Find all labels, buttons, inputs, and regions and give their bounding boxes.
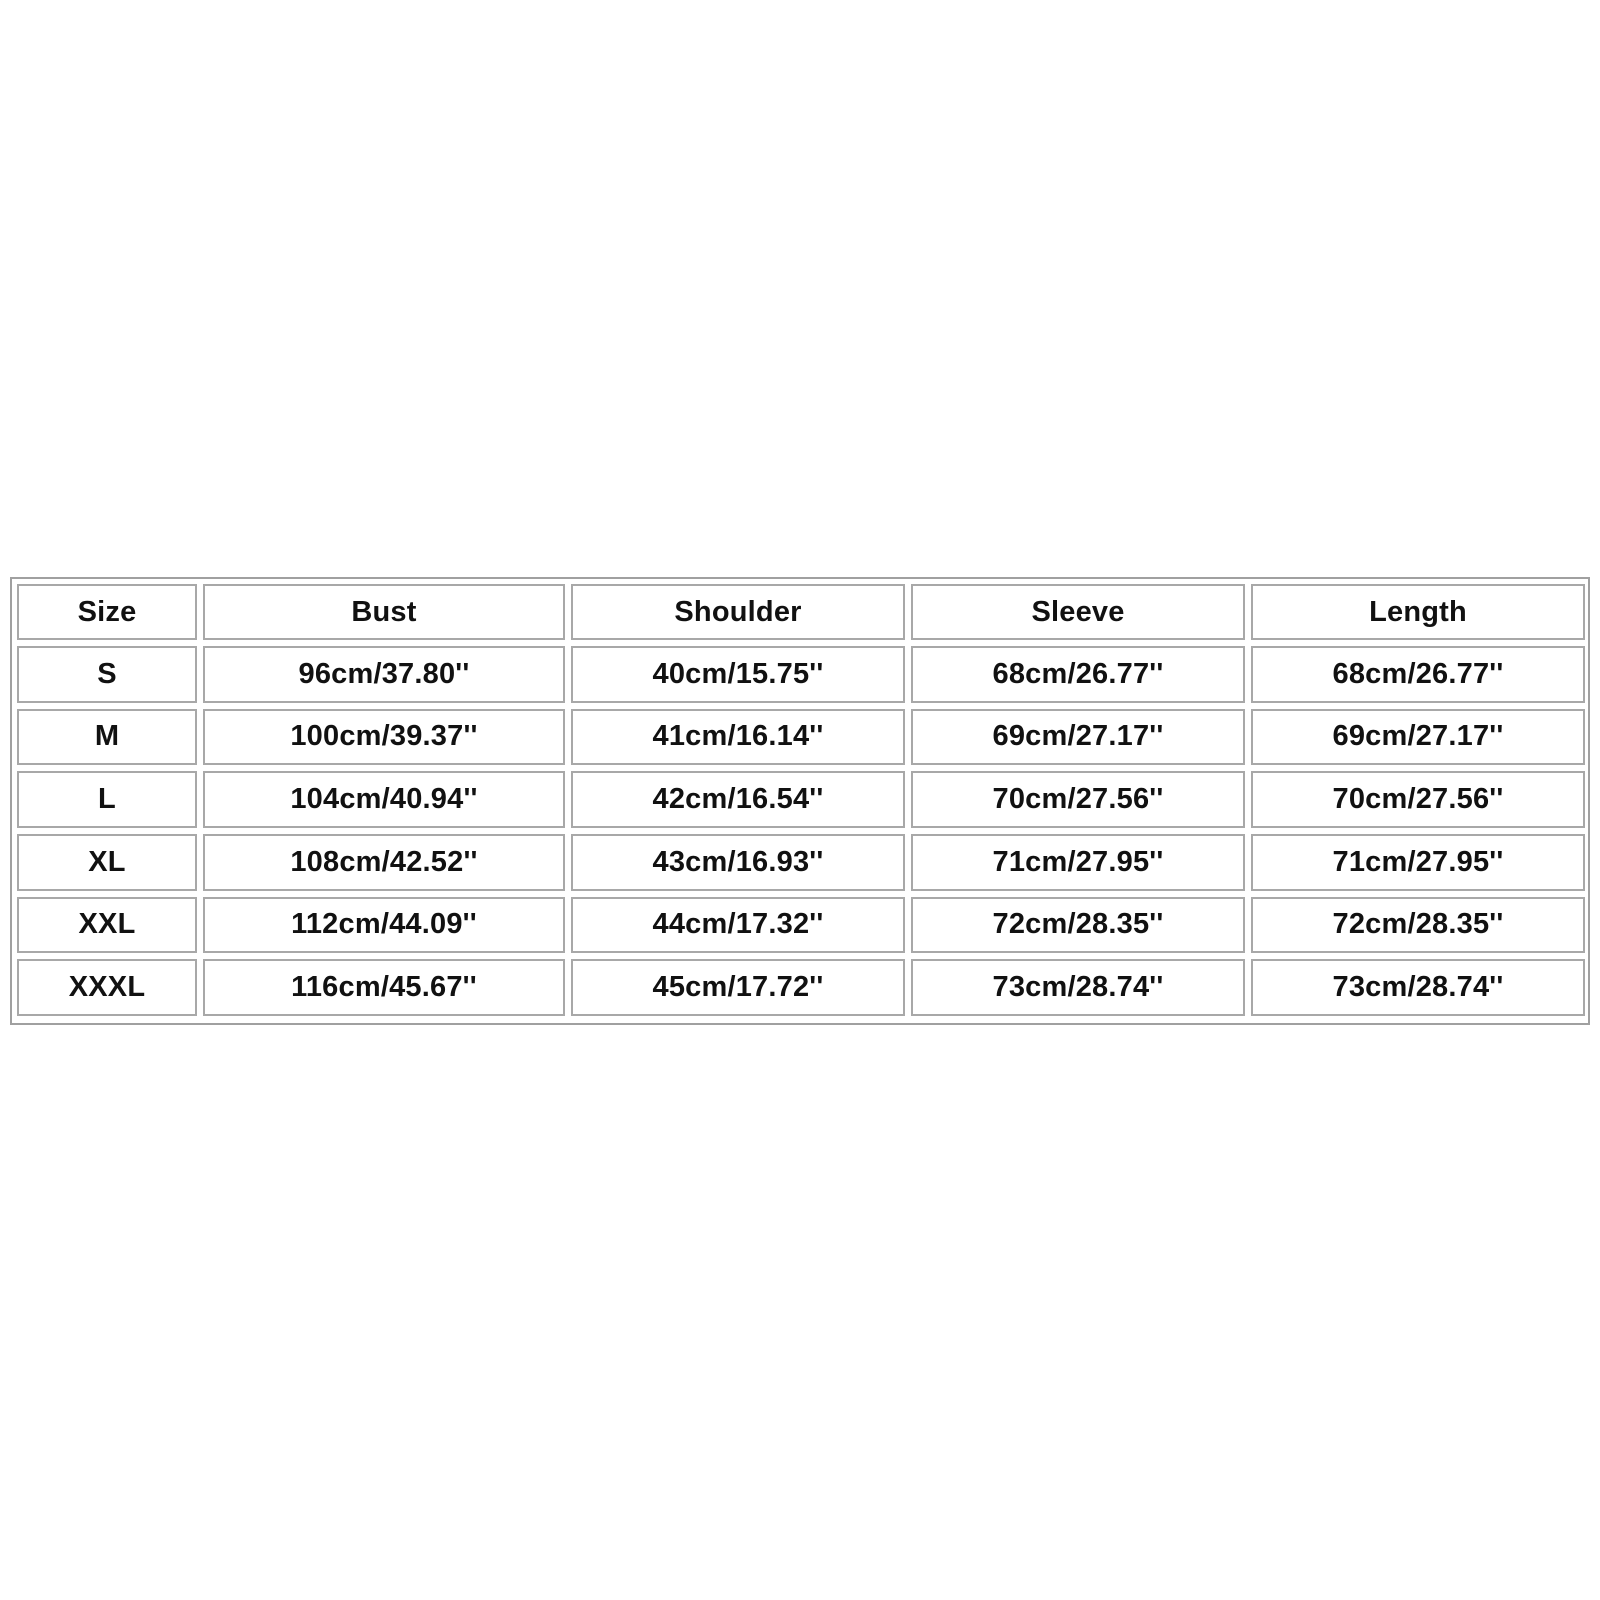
cell-size: XL — [17, 834, 197, 891]
table-row — [17, 834, 1585, 891]
header-shoulder: Shoulder — [571, 584, 905, 640]
cell-length: 68cm/26.77'' — [1251, 646, 1585, 703]
cell-size: XXL — [17, 897, 197, 954]
cell-size: XXXL — [17, 959, 197, 1016]
table-row — [17, 709, 1585, 766]
header-sleeve: Sleeve — [911, 584, 1245, 640]
header-row — [17, 584, 1585, 640]
table-row — [17, 897, 1585, 954]
cell-size: M — [17, 709, 197, 766]
cell-sleeve: 70cm/27.56'' — [911, 771, 1245, 828]
cell-sleeve: 68cm/26.77'' — [911, 646, 1245, 703]
table-row — [17, 959, 1585, 1016]
cell-shoulder: 41cm/16.14'' — [571, 709, 905, 766]
cell-shoulder: 43cm/16.93'' — [571, 834, 905, 891]
cell-length: 72cm/28.35'' — [1251, 897, 1585, 954]
cell-sleeve: 71cm/27.95'' — [911, 834, 1245, 891]
table-row — [17, 771, 1585, 828]
cell-shoulder: 45cm/17.72'' — [571, 959, 905, 1016]
header-size: Size — [17, 584, 197, 640]
cell-bust: 96cm/37.80'' — [203, 646, 565, 703]
cell-shoulder: 44cm/17.32'' — [571, 897, 905, 954]
cell-size: L — [17, 771, 197, 828]
cell-bust: 108cm/42.52'' — [203, 834, 565, 891]
cell-shoulder: 42cm/16.54'' — [571, 771, 905, 828]
cell-sleeve: 69cm/27.17'' — [911, 709, 1245, 766]
size-chart-table — [11, 578, 1591, 1022]
header-length: Length — [1251, 584, 1585, 640]
cell-sleeve: 73cm/28.74'' — [911, 959, 1245, 1016]
cell-size: S — [17, 646, 197, 703]
cell-bust: 100cm/39.37'' — [203, 709, 565, 766]
size-chart — [10, 577, 1590, 1025]
cell-length: 70cm/27.56'' — [1251, 771, 1585, 828]
cell-length: 71cm/27.95'' — [1251, 834, 1585, 891]
cell-length: 69cm/27.17'' — [1251, 709, 1585, 766]
cell-bust: 116cm/45.67'' — [203, 959, 565, 1016]
cell-bust: 112cm/44.09'' — [203, 897, 565, 954]
cell-length: 73cm/28.74'' — [1251, 959, 1585, 1016]
table-row — [17, 646, 1585, 703]
cell-sleeve: 72cm/28.35'' — [911, 897, 1245, 954]
cell-bust: 104cm/40.94'' — [203, 771, 565, 828]
cell-shoulder: 40cm/15.75'' — [571, 646, 905, 703]
header-bust: Bust — [203, 584, 565, 640]
